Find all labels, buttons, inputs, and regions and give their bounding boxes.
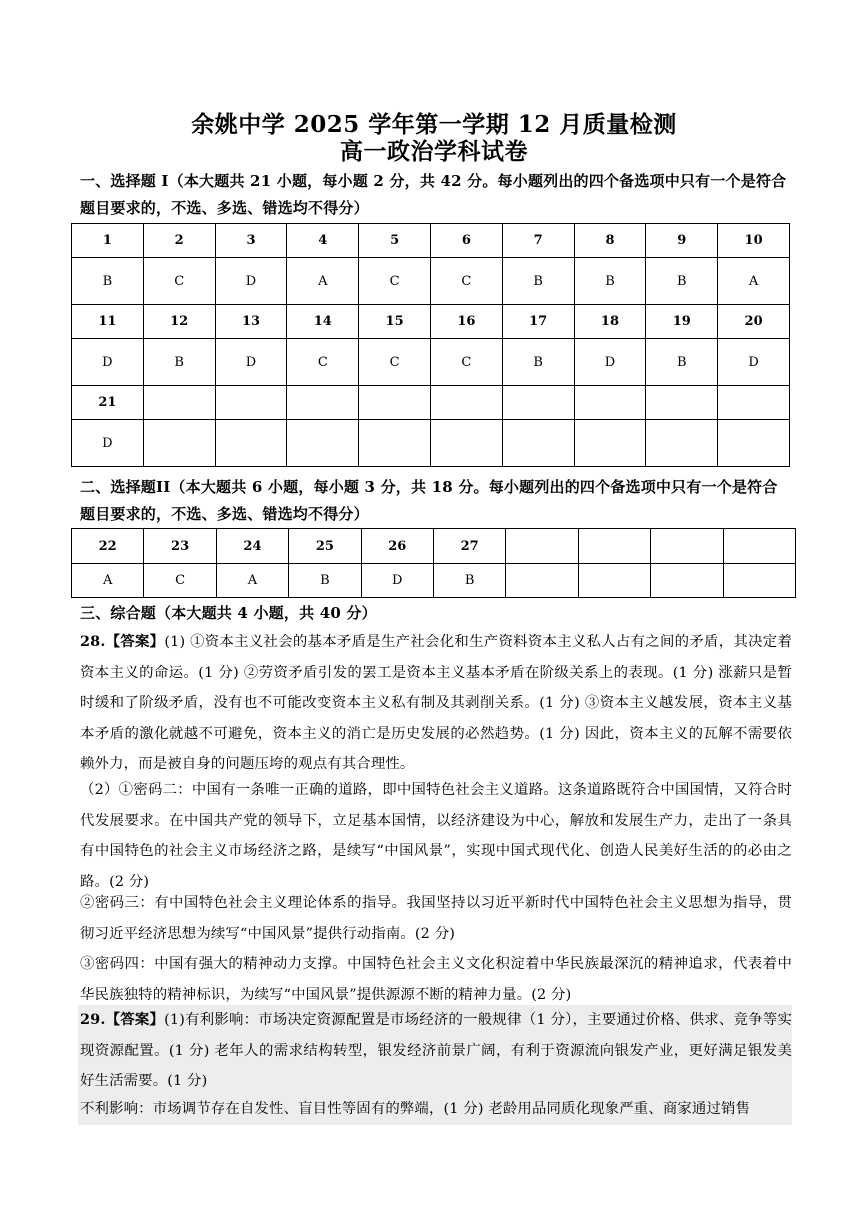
empty-cell [359,386,431,420]
question-number: 10 [718,224,790,258]
empty-cell [651,564,723,598]
question-number: 24 [216,529,288,564]
answer-cell: D [72,420,144,467]
question-number: 16 [430,305,502,339]
question-number: 6 [430,224,502,258]
document-title: 余姚中学 2025 学年第一学期 12 月质量检测 [191,111,677,138]
q29-answer-part1 [80,1005,792,1097]
question-number: 12 [143,305,215,339]
empty-cell [143,420,215,467]
question-number: 17 [502,305,574,339]
question-number: 27 [433,529,505,564]
section2-heading: 二、选择题II（本大题共 6 小题，每小题 3 分，共 18 分。每小题列出的四个备选项中只有一个是符合题目要求的，不选、多选、错选均不得分） [80,478,778,523]
question-number: 7 [502,224,574,258]
empty-cell [430,420,502,467]
empty-cell [723,564,795,598]
answer-cell: B [143,339,215,386]
answer-cell: B [433,564,505,598]
empty-cell [143,386,215,420]
table-row [72,305,790,339]
question-number: 20 [718,305,790,339]
empty-cell [287,386,359,420]
empty-cell [574,420,646,467]
section3-heading: 三、综合题（本大题共 4 小题，共 40 分） [80,604,377,622]
question-number: 2 [143,224,215,258]
question-number: 5 [359,224,431,258]
answer-cell: C [359,339,431,386]
empty-cell [574,386,646,420]
empty-cell [215,386,287,420]
q28-text-1: (1) ①资本主义社会的基本矛盾是生产社会化和生产资料资本主义私人占有之间的矛盾，其决定着资本主义的命运。(1 分) ②劳资矛盾引发的罢工是资本主义基本矛盾在阶级关系上的表现。(1 分) 涨薪只是暂时缓和了阶级矛盾，没有也不可能改变资本主义私有制及其剥削关系。(1 分) ③资本主义越发展，资本主义基本矛盾的激化就越不可避免，资本主义的消亡是历史发展的必然趋势。(1 分) 因此，资本主义的瓦解不需要依赖外力，而是被自身的问题压垮的观点有其合理性。 [80,634,792,773]
q28-answer-part1 [80,627,792,780]
q28-answer-part3: ②密码三：有中国特色社会主义理论体系的指导。我国坚持以习近平新时代中国特色社会主义思想为指导，贯彻习近平经济思想为续写“中国风景”提供行动指南。(2 分) [80,895,792,942]
answer-cell: C [287,339,359,386]
q28-answer-part2: （2）①密码二：中国有一条唯一正确的道路，即中国特色社会主义道路。这条道路既符合中国国情，又符合时代发展要求。在中国共产党的领导下，立足基本国情，以经济建设为中心，解放和发展生产力，走出了一条具有中国特色的社会主义市场经济之路，是续写“中国风景”，实现中国式现代化、创造人民美好生活的的必由之路。(2 分) [80,782,792,890]
answer-cell: D [718,339,790,386]
table-row [72,258,790,305]
empty-cell [506,529,578,564]
empty-cell [359,420,431,467]
q29-text-1: (1)有利影响：市场决定资源配置是市场经济的一般规律（1 分），主要通过价格、供求、竞争等实现资源配置。(1 分) 老年人的需求结构转型，银发经济前景广阔，有利于资源流向银发产业，更好满足银发美好生活需要。(1 分) [80,1012,792,1090]
answer-cell: A [718,258,790,305]
answer-cell: B [502,258,574,305]
empty-cell [578,564,650,598]
question-number: 4 [287,224,359,258]
empty-cell [718,420,790,467]
table-row [72,386,790,420]
question-number: 13 [215,305,287,339]
answer-cell: B [502,339,574,386]
answer-cell: C [144,564,216,598]
q29-answer-part2: 不利影响：市场调节存在自发性、盲目性等固有的弊端，(1 分) 老龄用品同质化现象严重、商家通过销售 [80,1101,751,1117]
answer-cell: D [72,339,144,386]
answer-cell: D [574,339,646,386]
question-number: 22 [72,529,144,564]
question-number: 26 [361,529,433,564]
empty-cell [506,564,578,598]
answer-cell: D [215,339,287,386]
empty-cell [287,420,359,467]
empty-cell [646,386,718,420]
answer-table-1 [71,223,790,467]
answer-cell: D [215,258,287,305]
question-number: 9 [646,224,718,258]
section1-heading: 一、选择题 I（本大题共 21 小题，每小题 2 分，共 42 分。每小题列出的四个备选项中只有一个是符合题目要求的，不选、多选、错选均不得分） [80,172,787,217]
question-number: 19 [646,305,718,339]
empty-cell [215,420,287,467]
answer-cell: A [287,258,359,305]
question-number: 15 [359,305,431,339]
empty-cell [718,386,790,420]
answer-cell: B [574,258,646,305]
table-row [72,224,790,258]
empty-cell [502,386,574,420]
question-number: 8 [574,224,646,258]
table-row [72,564,796,598]
question-number: 1 [72,224,144,258]
answer-cell: D [361,564,433,598]
question-number: 11 [72,305,144,339]
empty-cell [578,529,650,564]
empty-cell [646,420,718,467]
answer-cell: C [430,339,502,386]
answer-cell: B [646,258,718,305]
answer-cell: B [646,339,718,386]
q28-answer-part4: ③密码四：中国有强大的精神动力支撑。中国特色社会主义文化积淀着中华民族最深沉的精神追求，代表着中华民族独特的精神标识，为续写“中国风景”提供源源不断的精神力量。(2 分) [80,956,792,1003]
question-number: 25 [289,529,361,564]
q28-label: 28.【答案】 [80,633,165,650]
answer-cell: B [72,258,144,305]
answer-cell: B [289,564,361,598]
table-row [72,420,790,467]
answer-cell: C [359,258,431,305]
question-number: 23 [144,529,216,564]
answer-cell: A [72,564,144,598]
answer-cell: A [216,564,288,598]
document-subtitle: 高一政治学科试卷 [340,138,528,165]
answer-table-2 [71,528,796,598]
table-row [72,339,790,386]
q29-label: 29.【答案】 [80,1011,165,1028]
question-number: 18 [574,305,646,339]
empty-cell [651,529,723,564]
question-number: 3 [215,224,287,258]
question-number: 21 [72,386,144,420]
empty-cell [430,386,502,420]
question-number: 14 [287,305,359,339]
table-row [72,529,796,564]
answer-cell: C [143,258,215,305]
empty-cell [502,420,574,467]
answer-cell: C [430,258,502,305]
empty-cell [723,529,795,564]
